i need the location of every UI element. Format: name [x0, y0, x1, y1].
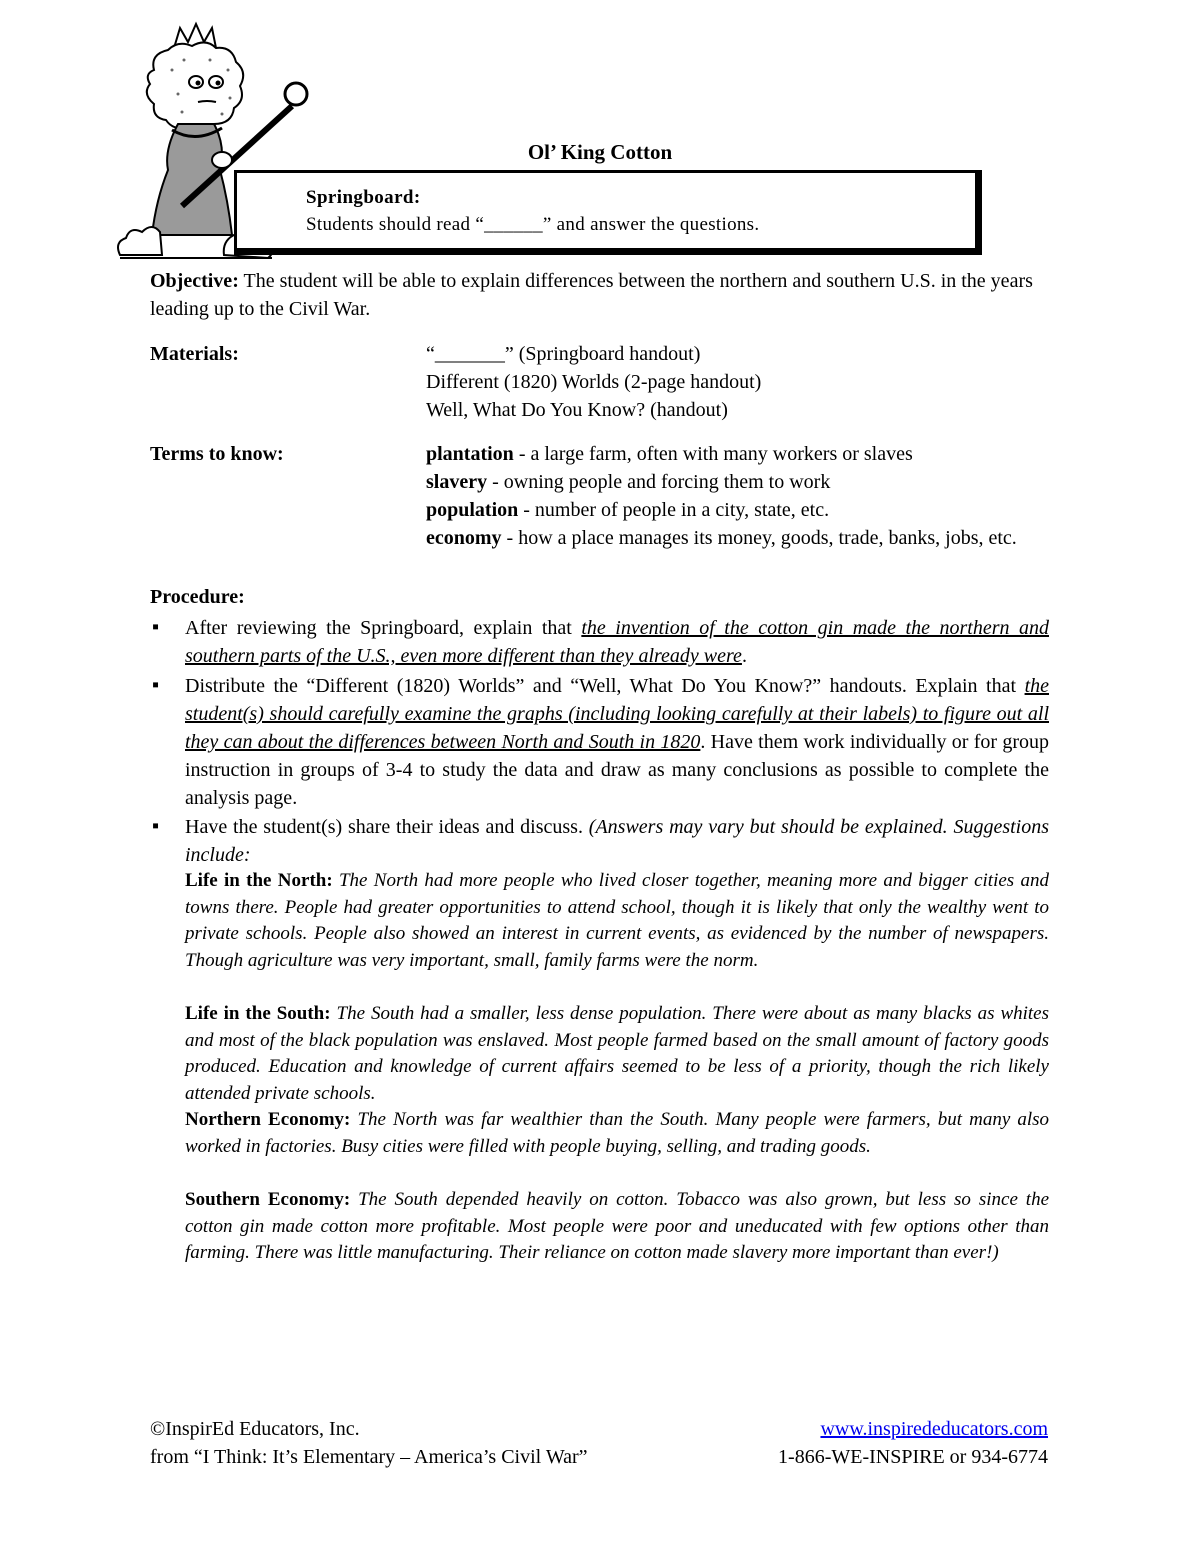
- materials-item: Different (1820) Worlds (2-page handout): [426, 371, 762, 393]
- suggestion-label: Life in the South:: [185, 1003, 331, 1024]
- term-word: economy: [426, 527, 502, 549]
- term-item: [426, 440, 1051, 468]
- materials-list: [426, 340, 1056, 424]
- term-word: population: [426, 499, 519, 521]
- footer-right: [700, 1415, 1048, 1471]
- step-text: . Have them work individually or for group instruction in groups of 3-4 to study the data and draw as many conclusions as possible to complete the analysis page.: [185, 731, 1050, 809]
- term-definition: - a large farm, often with many workers or slaves: [513, 443, 913, 465]
- suggestion-north-economy: [185, 1107, 1049, 1160]
- footer-phone: 1-866-WE-INSPIRE or 934-6774: [778, 1446, 1048, 1468]
- step-text: Distribute the “Different (1820) Worlds” and “Well, What Do You Know?” handouts. Explain that: [185, 675, 1025, 697]
- footer-left: [150, 1415, 588, 1471]
- step-emphasis: (Answers may vary but should be explained. Suggestions include:: [185, 816, 1050, 866]
- objective-label: Objective:: [150, 270, 239, 292]
- term-item: [426, 524, 1051, 552]
- step-text: .: [741, 645, 747, 667]
- bullet-icon: ▪: [152, 815, 160, 837]
- procedure-step-3: [185, 813, 1049, 869]
- term-item: [426, 468, 1051, 496]
- step-emphasis: the invention of the cotton gin made the northern and southern parts of the U.S., even more different than they already were: [185, 617, 1049, 667]
- procedure-step-2: [185, 672, 1049, 812]
- bullet-icon: ▪: [152, 616, 160, 638]
- suggestion-south-economy: [185, 1187, 1049, 1267]
- term-word: plantation: [426, 443, 514, 465]
- page-title: Ol’ King Cotton: [527, 140, 673, 164]
- term-word: slavery: [426, 471, 488, 493]
- suggestion-label: Southern Economy:: [185, 1189, 351, 1210]
- bullet-icon: ▪: [152, 674, 160, 696]
- term-definition: - owning people and forcing them to work: [487, 471, 831, 493]
- objective-text: The student will be able to explain differences between the northern and southern U.S. in the years leading up to the Civil War.: [150, 270, 1033, 320]
- step-text: Have the student(s) share their ideas and discuss.: [185, 816, 589, 838]
- term-definition: - number of people in a city, state, etc.: [518, 499, 830, 521]
- materials-item: “_______” (Springboard handout): [426, 343, 701, 365]
- suggestion-text: The North was far wealthier than the South. Many people were farmers, but many also worked in factories. Busy cities were filled with people buying, selling, and trading goods.: [185, 1109, 1049, 1157]
- suggestion-label: Northern Economy:: [185, 1109, 351, 1130]
- step-text: After reviewing the Springboard, explain that: [185, 617, 582, 639]
- suggestion-text: The South depended heavily on cotton. Tobacco was also grown, but less so since the cotton gin made cotton more profitable. Most people were poor and uneducated with few options other than farming. There was little manufacturing. Their reliance on cotton made slavery more important than ever!): [185, 1189, 1049, 1263]
- procedure-label: Procedure:: [150, 586, 245, 608]
- suggestion-north-life: [185, 868, 1049, 974]
- suggestion-text: The North had more people who lived closer together, meaning more and bigger cities and towns there. People had greater opportunities to attend school, though it is likely that only the wealthy went to private schools. People also showed an interest in current events, as evidenced by the number of newspapers. Though agriculture was very important, small, family farms were the norm.: [185, 870, 1049, 971]
- step-emphasis: the student(s) should carefully examine the graphs (including looking carefully at their labels) to figure out all they can about the differences between North and South in 1820: [185, 675, 1049, 753]
- materials-label: Materials:: [150, 343, 239, 365]
- procedure-step-1: [185, 614, 1049, 670]
- suggestion-text: The South had a smaller, less dense population. There were about as many blacks as whites and most of the black population was enslaved. Most people farmed based on the small amount of factory goods produced. Education and knowledge of current affairs seemed to be less of a priority, though the rich likely attended private schools.: [185, 1003, 1049, 1104]
- springboard-box: [234, 170, 982, 255]
- website-link[interactable]: www.inspirededucators.com: [820, 1418, 1048, 1440]
- springboard-text: Students should read “______” and answer the questions.: [306, 214, 760, 235]
- term-item: [426, 496, 1051, 524]
- springboard-label: Springboard:: [306, 187, 421, 208]
- materials-item: Well, What Do You Know? (handout): [426, 399, 728, 421]
- suggestion-label: Life in the North:: [185, 870, 333, 891]
- terms-label: Terms to know:: [150, 443, 284, 465]
- terms-list: [426, 440, 1051, 552]
- footer-copyright: ©InspirEd Educators, Inc.: [150, 1418, 360, 1440]
- objective-section: [150, 267, 1050, 323]
- term-definition: - how a place manages its money, goods, trade, banks, jobs, etc.: [501, 527, 1017, 549]
- suggestion-south-life: [185, 1001, 1049, 1107]
- footer-source: from “I Think: It’s Elementary – America’s Civil War”: [150, 1446, 588, 1468]
